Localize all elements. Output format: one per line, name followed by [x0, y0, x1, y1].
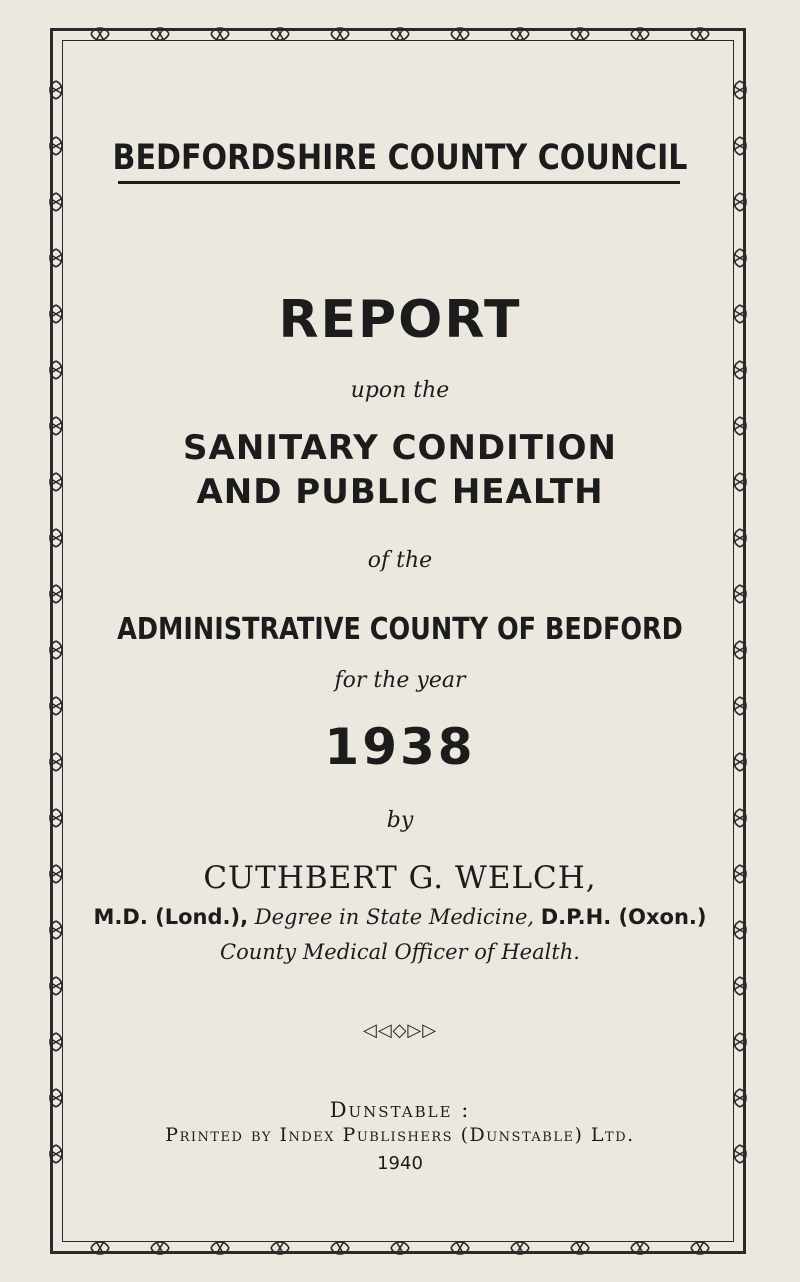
border-knot-motif	[451, 1242, 469, 1254]
author-degrees	[0, 905, 800, 929]
border-knot-motif	[50, 249, 62, 267]
border-knot-motif	[571, 28, 589, 40]
border-knot-motif	[631, 1242, 649, 1254]
for-the-year-text: for the year	[334, 668, 466, 693]
border-knot-motif	[734, 585, 746, 603]
border-knot-motif	[391, 28, 409, 40]
of-the-text: of the	[367, 548, 433, 573]
border-knot-motif	[271, 28, 289, 40]
border-knot-motif	[511, 1242, 529, 1254]
border-knot-motif	[511, 28, 529, 40]
author-name: CUTHBERT G. WELCH,	[203, 860, 597, 896]
border-knot-motif	[331, 28, 349, 40]
border-knot-motif	[50, 529, 62, 547]
decorative-ornament: ◁◁◇▷▷	[362, 1020, 438, 1041]
publication-year: 1940	[377, 1153, 423, 1174]
author-position: County Medical Officer of Health.	[220, 940, 580, 964]
administrative-area: ADMINISTRATIVE COUNTY OF BEDFORD	[117, 612, 683, 647]
degree-middle: Degree in State Medicine,	[254, 905, 535, 929]
degree-suffix: D.P.H. (Oxon.)	[540, 905, 707, 929]
border-knot-motif	[734, 249, 746, 267]
border-knot-motif	[91, 1242, 109, 1254]
subject-line-2: AND PUBLIC HEALTH	[196, 472, 604, 512]
printer-name: Printed by Index Publishers (Dunstable) Ltd.	[165, 1124, 635, 1146]
border-knot-motif	[50, 585, 62, 603]
border-knot-motif	[271, 1242, 289, 1254]
border-knot-motif	[691, 1242, 709, 1254]
border-knot-motif	[734, 81, 746, 99]
border-knot-motif	[571, 1242, 589, 1254]
border-knot-motif	[50, 361, 62, 379]
border-knot-motif	[734, 361, 746, 379]
border-knot-motif	[734, 977, 746, 995]
council-underline	[118, 181, 680, 184]
border-knot-motif	[211, 1242, 229, 1254]
border-knot-motif	[50, 193, 62, 211]
subject-line-1: SANITARY CONDITION	[183, 428, 617, 468]
report-year: 1938	[324, 718, 476, 776]
border-knot-motif	[734, 697, 746, 715]
report-heading: REPORT	[278, 290, 522, 350]
by-text: by	[386, 808, 414, 833]
border-knot-motif	[691, 28, 709, 40]
border-knot-motif	[50, 697, 62, 715]
council-name: BEDFORDSHIRE COUNTY COUNCIL	[112, 138, 688, 178]
border-knot-motif	[151, 1242, 169, 1254]
border-knot-motif	[631, 28, 649, 40]
publication-place: Dunstable :	[329, 1098, 471, 1122]
border-knot-motif	[734, 529, 746, 547]
border-knot-motif	[331, 1242, 349, 1254]
border-knot-motif	[211, 28, 229, 40]
border-knot-motif	[91, 28, 109, 40]
border-knot-motif	[151, 28, 169, 40]
border-knot-motif	[451, 28, 469, 40]
border-knot-motif	[50, 977, 62, 995]
upon-the-text: upon the	[350, 378, 450, 403]
degree-prefix: M.D. (Lond.),	[93, 905, 249, 929]
border-knot-motif	[50, 81, 62, 99]
border-knot-motif	[391, 1242, 409, 1254]
border-knot-motif	[734, 193, 746, 211]
